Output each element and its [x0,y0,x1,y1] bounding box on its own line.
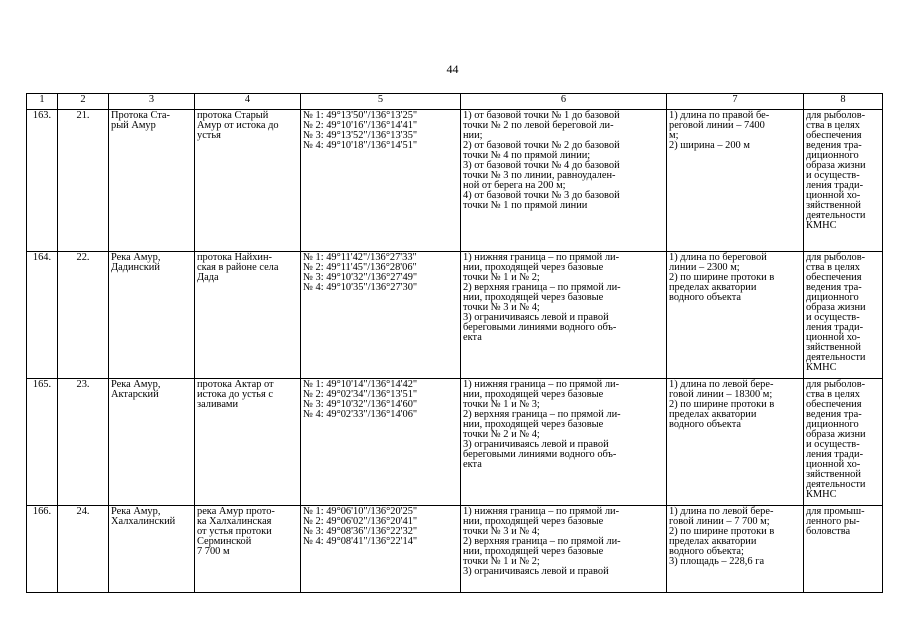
water-body-cell: Река Амур, Дадинский [109,252,195,379]
table-row [27,379,883,506]
location-cell: протока Актар от истока до устья с заливами [195,379,301,506]
column-header: 5 [301,94,461,110]
size-cell: 1) длина по береговой линии – 2300 м; 2) по ширине протоки в пределах акватории водного объекта [667,252,804,379]
location-cell: протока Старый Амур от истока до устья [195,110,301,252]
column-header: 7 [667,94,804,110]
row-number-cell: 163. [27,110,58,252]
row-number-cell: 166. [27,506,58,593]
size-cell: 1) длина по левой бере- говой линии – 7 700 м; 2) по ширине протоки в пределах акватории водного объекта; 3) площадь – 228,6 га [667,506,804,593]
sub-number-cell: 21. [58,110,109,252]
sub-number-cell: 24. [58,506,109,593]
table-row [27,110,883,252]
purpose-cell: для рыболов- ства в целях обеспечения ведения тра- диционного образа жизни и осуществ- ления тради- ционной хо- зяйственной деятельности КМНС [804,110,883,252]
sub-number-cell: 22. [58,252,109,379]
coordinates-cell: № 1: 49°13'50"/136°13'25" № 2: 49°10'16"/136°14'41" № 3: 49°13'52"/136°13'35" № 4: 49°10'18"/136°14'51" [301,110,461,252]
location-cell: протока Найхин- ская в районе села Дада [195,252,301,379]
table-row [27,252,883,379]
column-header: 2 [58,94,109,110]
purpose-cell: для рыболов- ства в целях обеспечения ведения тра- диционного образа жизни и осуществ- ления тради- ционной хо- зяйственной деятельности КМНС [804,252,883,379]
water-body-cell: Река Амур, Актарский [109,379,195,506]
location-cell: река Амур прото- ка Халхалинская от устья протоки Серминской 7 700 м [195,506,301,593]
column-header: 4 [195,94,301,110]
row-number-cell: 165. [27,379,58,506]
water-body-cell: Река Амур, Халхалинский [109,506,195,593]
row-number-cell: 164. [27,252,58,379]
coordinates-cell: № 1: 49°10'14"/136°14'42" № 2: 49°02'34"/136°13'51" № 3: 49°10'32"/136°14'60" № 4: 49°02'33"/136°14'06" [301,379,461,506]
column-header: 3 [109,94,195,110]
coordinates-cell: № 1: 49°11'42"/136°27'33" № 2: 49°11'45"/136°28'06" № 3: 49°10'32"/136°27'49" № 4: 49°10'35"/136°27'30" [301,252,461,379]
size-cell: 1) длина по левой бере- говой линии – 18300 м; 2) по ширине протоки в пределах акватории водного объекта [667,379,804,506]
water-body-cell: Протока Ста- рый Амур [109,110,195,252]
boundaries-cell: 1) от базовой точки № 1 до базовой точки № 2 по левой береговой ли- нии; 2) от базовой точки № 2 до базовой точки № 4 по прямой линии; 3) от базовой точки № 4 до базовой точки № 3 по линии, равноудален- ной от берега на 200 м; 4) от базовой точки № 3 до базовой точки № 1 по прямой линии [461,110,667,252]
purpose-cell: для промыш- ленного ры- боловства [804,506,883,593]
sub-number-cell: 23. [58,379,109,506]
coordinates-cell: № 1: 49°06'10"/136°20'25" № 2: 49°06'02"/136°20'41" № 3: 49°08'36"/136°22'32" № 4: 49°08'41"/136°22'14" [301,506,461,593]
table-row [27,506,883,593]
column-header: 8 [804,94,883,110]
column-header: 6 [461,94,667,110]
column-number-header-row [27,94,883,110]
fishing-areas-table [26,93,883,593]
page-number: 44 [446,62,459,76]
boundaries-cell: 1) нижняя граница – по прямой ли- нии, проходящей через базовые точки № 1 и № 3; 2) верхняя граница – по прямой ли- нии, проходящей через базовые точки № 2 и № 4; 3) ограничиваясь левой и правой береговыми линиями водного объ- екта [461,379,667,506]
boundaries-cell: 1) нижняя граница – по прямой ли- нии, проходящей через базовые точки № 3 и № 4; 2) верхняя граница – по прямой ли- нии, проходящей через базовые точки № 1 и № 2; 3) ограничиваясь левой и правой [461,506,667,593]
size-cell: 1) длина по правой бе- реговой линии – 7400 м; 2) ширина – 200 м [667,110,804,252]
column-header: 1 [27,94,58,110]
boundaries-cell: 1) нижняя граница – по прямой ли- нии, проходящей через базовые точки № 1 и № 2; 2) верхняя граница – по прямой ли- нии, проходящей через базовые точки № 3 и № 4; 3) ограничиваясь левой и правой береговыми линиями водного объ- екта [461,252,667,379]
purpose-cell: для рыболов- ства в целях обеспечения ведения тра- диционного образа жизни и осуществ- ления тради- ционной хо- зяйственной деятельности КМНС [804,379,883,506]
